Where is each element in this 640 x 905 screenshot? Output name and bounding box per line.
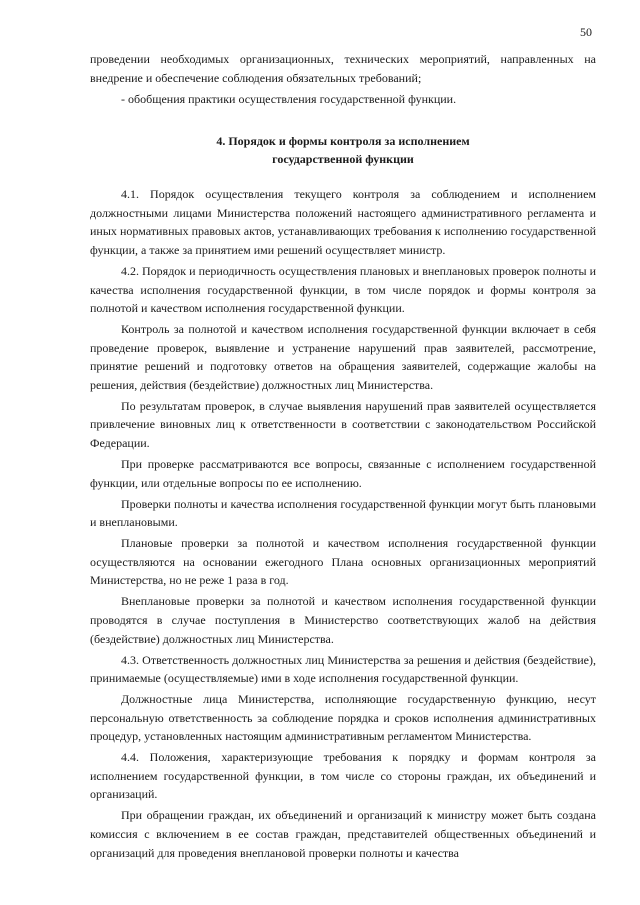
- paragraph-4-1: 4.1. Порядок осуществления текущего контроля за соблюдением и исполнением должностными лицами Министерства положений настоящего административного регламента и иных нормативных правовых актов, устанавливающих требования к исполнению государственной функции, а также за принятием ими решений осуществляет министр.: [90, 187, 596, 257]
- paragraph-4-3: 4.3. Ответственность должностных лиц Министерства за решения и действия (бездействие), принимаемые (осуществляемые) ими в ходе исполнения государственной функции.: [90, 652, 596, 686]
- paragraph: Должностные лица Министерства, исполняющие государственную функцию, несут персональную ответственность за соблюдение порядка и сроков исполнения административных процедур, установленных настоящим административным регламентом Министерства.: [90, 692, 596, 744]
- intro-paragraph: проведении необходимых организационных, технических мероприятий, направленных на внедрение и обеспечение соблюдения обязательных требований;: [90, 52, 596, 85]
- paragraph: Контроль за полнотой и качеством исполнения государственной функции включает в себя проведение проверок, выявление и устранение нарушений прав заявителей, рассмотрение, принятие решений и подготовку ответов на обращения заявителей, содержащие жалобы на решения, действия (бездействие) должностных лиц Министерства.: [90, 322, 596, 392]
- document-body: [90, 50, 596, 865]
- paragraph: При проверке рассматриваются все вопросы, связанные с исполнением государственной функции, или отдельные вопросы по ее исполнению.: [90, 457, 596, 490]
- section-heading-line: государственной функции: [272, 152, 414, 167]
- paragraph-4-2: 4.2. Порядок и периодичность осуществления плановых и внеплановых проверок полноты и качества исполнения государственной функции, в том числе порядок и формы контроля за полнотой и качеством исполнения государственной функции.: [90, 263, 596, 316]
- paragraph-4-4: 4.4. Положения, характеризующие требования к порядку и формам контроля за исполнением государственной функции, в том числе со стороны граждан, их объединений и организаций.: [90, 750, 596, 802]
- intro-list-item: - обобщения практики осуществления государственной функции.: [121, 91, 457, 106]
- paragraph: Плановые проверки за полнотой и качеством исполнения государственной функции осуществляются на основании ежегодного Плана основных организационных мероприятий Министерства, но не реже 1 раза в год.: [90, 536, 596, 588]
- section-heading-line: 4. Порядок и формы контроля за исполнением: [216, 134, 470, 149]
- paragraph: Внеплановые проверки за полнотой и качеством исполнения государственной функции проводятся в случае поступления в Министерство соответствующих жалоб на действия (бездействие) должностных лиц Министерства.: [90, 594, 596, 646]
- paragraph: Проверки полноты и качества исполнения государственной функции могут быть плановыми и внеплановыми.: [90, 496, 596, 530]
- section-heading: [90, 132, 596, 168]
- paragraph: По результатам проверок, в случае выявления нарушений прав заявителей осуществляется привлечение виновных лиц к ответственности в соответствии с законодательством Российской Федерации.: [90, 398, 596, 451]
- page-number: 50: [580, 25, 592, 39]
- paragraph: При обращении граждан, их объединений и организаций к министру может быть создана комиссия с включением в ее состав граждан, представителей общественных объединений и организаций для проведения внеплановой проверки полноты и качества: [90, 808, 596, 860]
